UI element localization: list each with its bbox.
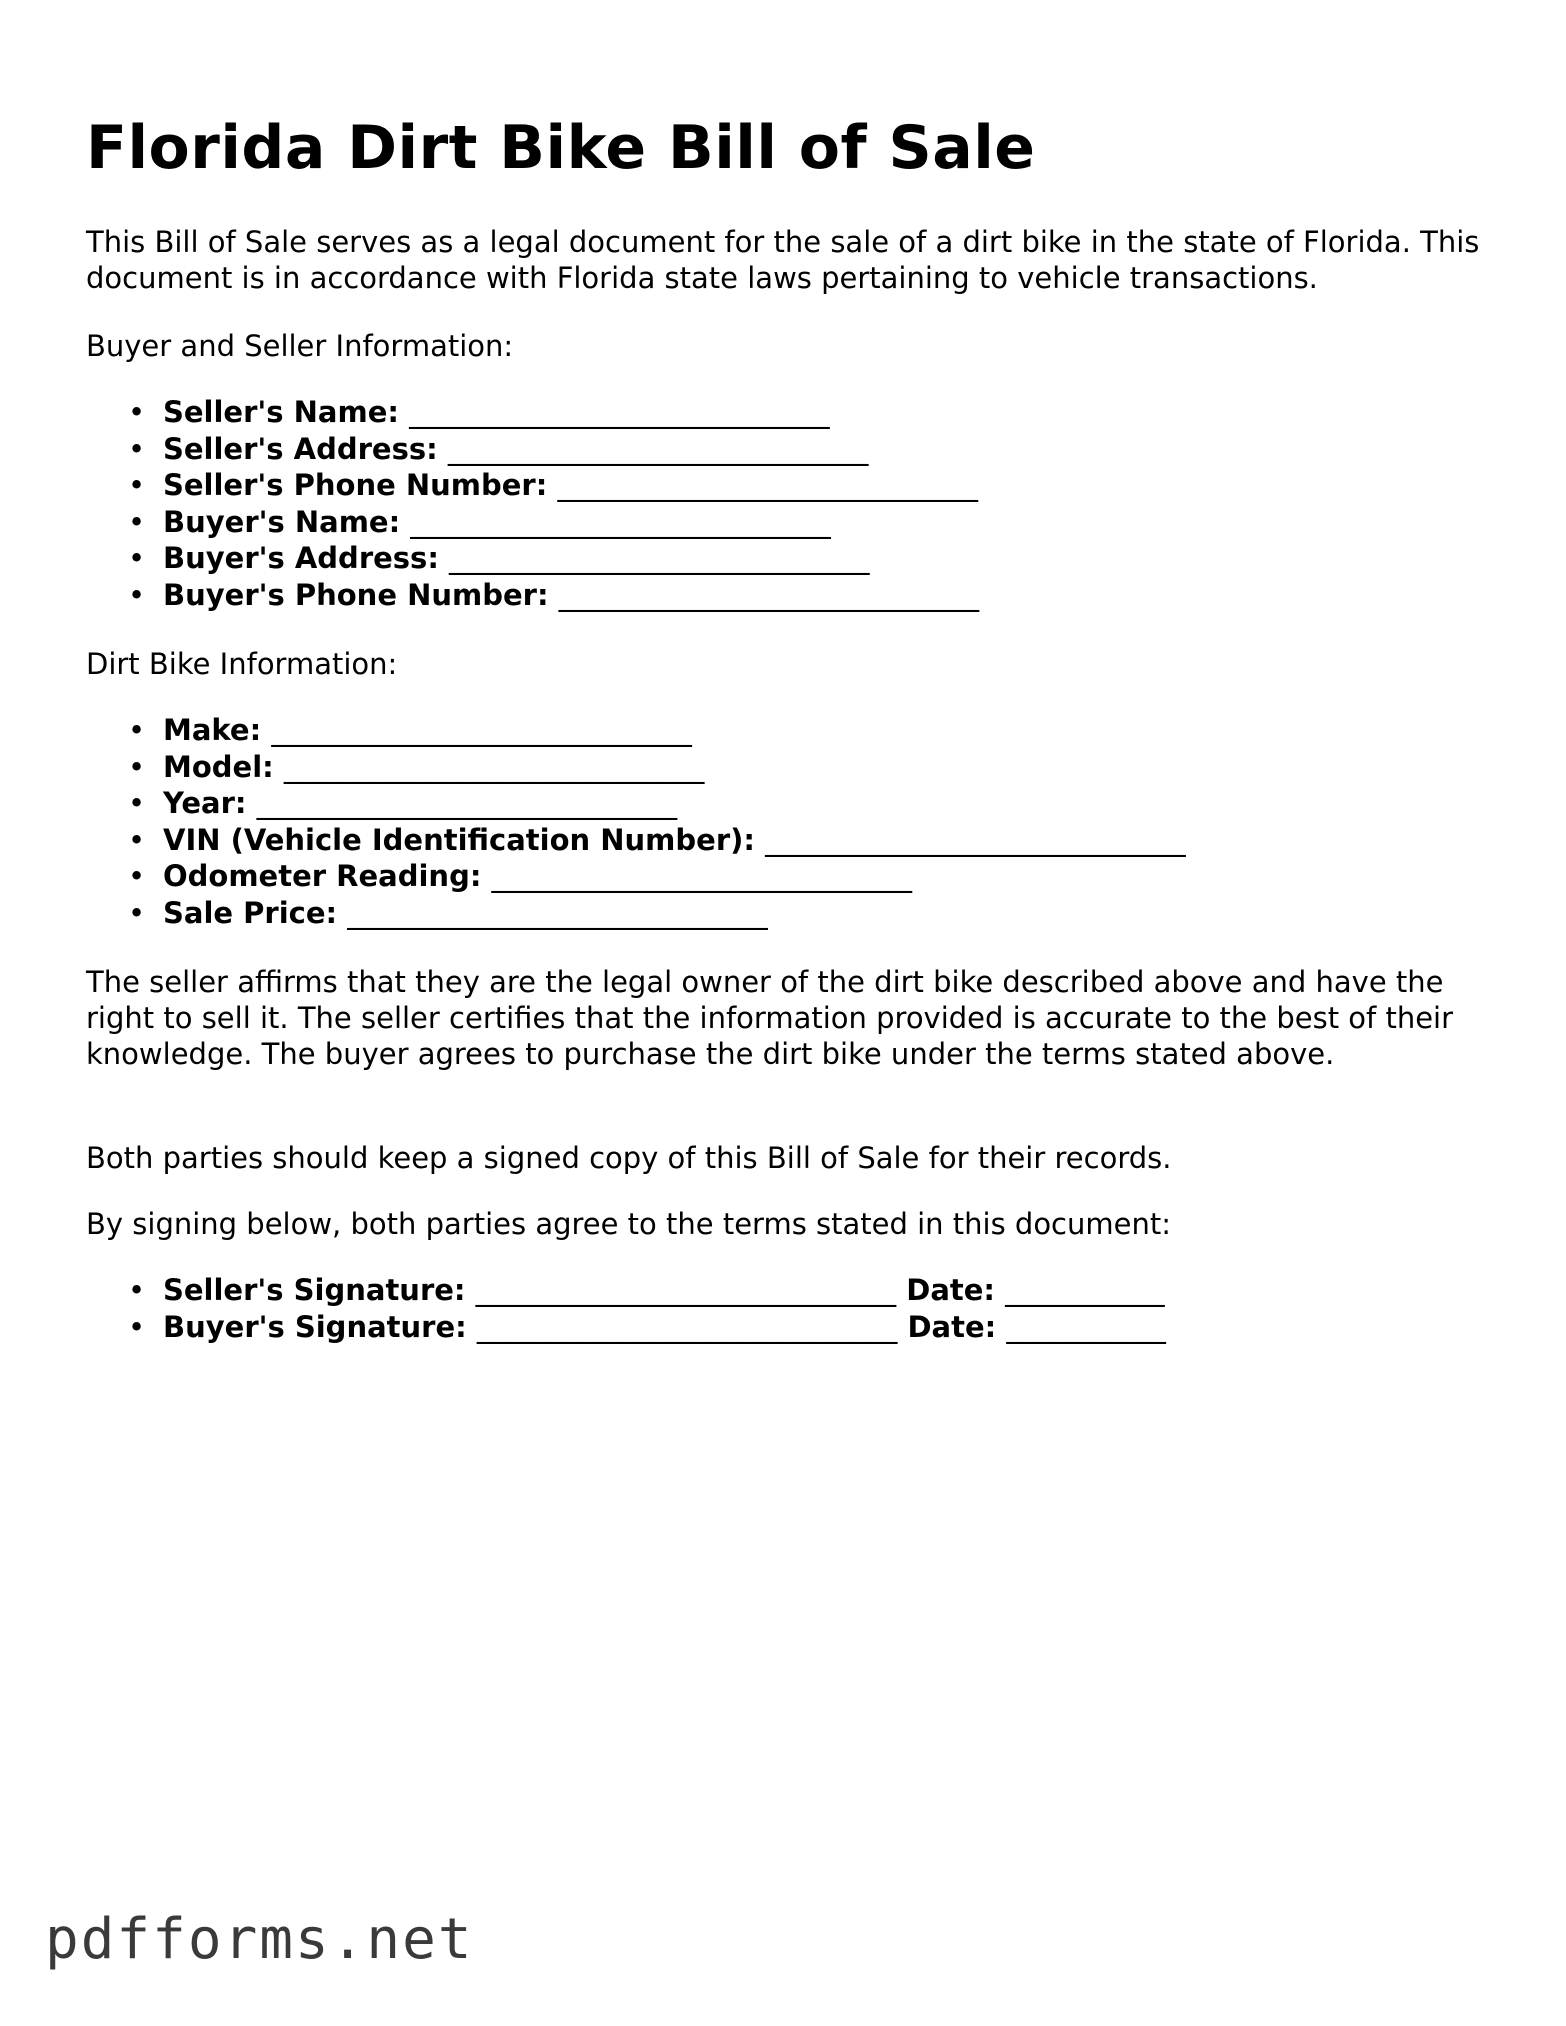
date-line[interactable]: ___________ [1006,1309,1166,1344]
bullet: • [128,541,146,575]
list-item-buyer-address [86,540,1506,577]
blank-line[interactable]: _____________________________ [558,577,980,612]
list-item-make [86,712,1506,749]
bullet: • [128,431,146,466]
bike-list [86,712,1506,931]
bullet: • [128,1273,146,1307]
field-label: Seller's Address: [163,431,438,466]
bullet: • [128,468,146,502]
watermark: pdfforms.net [45,1907,474,1972]
list-item-seller-name [86,394,1506,431]
intro-paragraph [86,224,1506,296]
date-line[interactable]: ___________ [1005,1273,1165,1307]
list-item-buyer-name [86,504,1506,541]
field-label: Seller's Name: [163,395,399,429]
field-label: Odometer Reading: [163,859,482,893]
bullet: • [128,822,146,857]
document-title: Florida Dirt Bike Bill of Sale [86,113,1036,183]
date-label: Date: [907,1309,997,1344]
field-label: Model: [163,749,274,784]
blank-line[interactable]: _____________________________ [283,749,705,784]
bullet: • [128,713,146,747]
list-item-seller-address [86,431,1506,468]
field-label: Buyer's Name: [163,504,401,539]
blank-line[interactable]: _____________________________ [271,713,692,747]
bullet: • [128,895,146,930]
records-note [86,1140,1506,1176]
blank-line[interactable]: _____________________________ [491,859,913,893]
blank-line[interactable]: _____________________________ [347,895,768,930]
bullet: • [128,786,146,820]
field-label: Seller's Signature: [163,1273,466,1307]
list-item-sale-price [86,895,1506,932]
bullet: • [128,395,146,429]
field-label: Buyer's Signature: [163,1309,467,1344]
parties-list-block [86,394,1506,613]
bullet: • [128,504,146,539]
field-label: Seller's Phone Number: [163,468,548,502]
list-item-buyer-signature [86,1309,1506,1346]
field-label: Buyer's Address: [163,541,439,575]
blank-line[interactable]: _____________________________ [557,468,978,502]
signing-intro [86,1206,1506,1242]
records-note-text: Both parties should keep a signed copy of this Bill of Sale for their records. [86,1141,1172,1175]
list-item-seller-phone [86,467,1506,504]
list-item-seller-signature [86,1272,1506,1309]
blank-line[interactable]: _____________________________ [410,504,831,539]
field-label: VIN (Vehicle Identification Number): [163,822,755,857]
parties-list [86,394,1506,613]
field-label: Sale Price: [163,895,338,930]
blank-line[interactable]: _____________________________ [447,431,869,466]
parties-heading [86,328,1506,364]
signatures-block [86,1272,1506,1345]
signatures-list [86,1272,1506,1345]
list-item-model [86,749,1506,786]
bullet: • [128,1309,146,1344]
parties-heading-text: Buyer and Seller Information: [86,329,514,363]
signature-line[interactable]: _____________________________ [475,1273,897,1307]
bullet: • [128,859,146,893]
signature-line[interactable]: _____________________________ [476,1309,898,1344]
list-item-vin [86,822,1506,859]
bike-heading [86,646,1506,682]
list-item-buyer-phone [86,577,1506,614]
bike-heading-text: Dirt Bike Information: [86,647,398,681]
list-item-odometer [86,858,1506,895]
intro-text: This Bill of Sale serves as a legal document for the sale of a dirt bike in the state of Florida. This document is in accordance with Florida state laws pertaining to vehicle transactions. [86,225,1480,295]
blank-line[interactable]: _____________________________ [765,822,1186,857]
field-label: Year: [163,786,247,820]
date-label: Date: [906,1273,996,1307]
blank-line[interactable]: _____________________________ [449,541,870,575]
bike-list-block [86,712,1506,931]
field-label: Buyer's Phone Number: [163,577,549,612]
field-label: Make: [163,713,262,747]
blank-line[interactable]: _____________________________ [409,395,830,429]
bullet: • [128,577,146,612]
blank-line[interactable]: _____________________________ [256,786,678,820]
signing-intro-text: By signing below, both parties agree to the terms stated in this document: [86,1207,1171,1241]
list-item-year [86,785,1506,822]
affirmation-paragraph [86,964,1506,1072]
affirmation-text: The seller affirms that they are the legal owner of the dirt bike described above and have the right to sell it. The seller certifies that the information provided is accurate to the best of their knowledge. The buyer agrees to purchase the dirt bike under the terms stated above. [86,965,1454,1071]
bullet: • [128,749,146,784]
